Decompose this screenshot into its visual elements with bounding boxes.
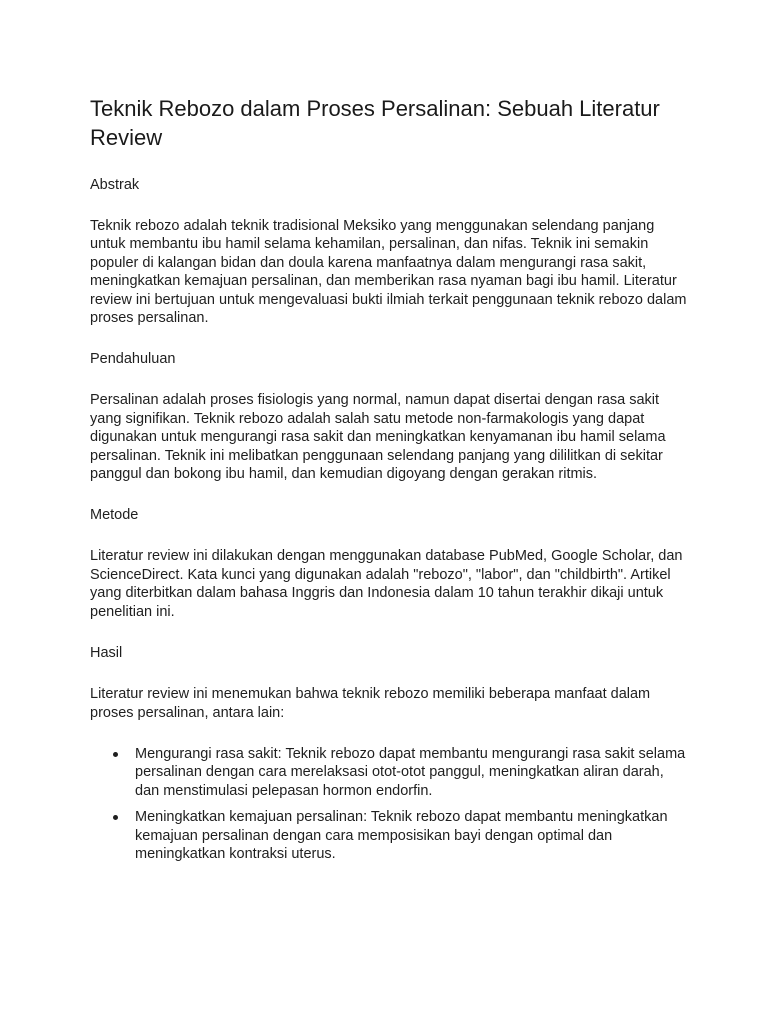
list-item: [90, 808, 690, 863]
section-text-abstrak: Teknik rebozo adalah teknik tradisional Meksiko yang menggunakan selendang panjang untuk membantu ibu hamil selama kehamilan, persalinan, dan nifas. Teknik ini semakin populer di kalangan bidan dan doula karena manfaatnya dalam mengurangi rasa sakit, meningkatkan kemajuan persalinan, dan memberikan rasa nyaman bagi ibu hamil. Literatur review ini bertujuan untuk mengevaluasi bukti ilmiah terkait penggunaan teknik rebozo dalam proses persalinan.: [90, 218, 687, 327]
section-heading-abstrak: Abstrak: [90, 177, 140, 193]
bullet-icon: [113, 752, 118, 757]
list-item: [90, 745, 690, 800]
document-page: [90, 94, 690, 871]
hasil-bullet-list: [90, 745, 690, 863]
list-item-text: Mengurangi rasa sakit: Teknik rebozo dapat membantu mengurangi rasa sakit selama persalinan dengan cara merelaksasi otot-otot panggul, meningkatkan aliran darah, dan menstimulasi pelepasan hormon endorfin.: [135, 745, 686, 799]
section-text-pendahuluan: Persalinan adalah proses fisiologis yang normal, namun dapat disertai dengan rasa sakit yang signifikan. Teknik rebozo adalah salah satu metode non-farmakologis yang dapat digunakan untuk mengurangi rasa sakit dan meningkatkan kenyamanan ibu hamil selama persalinan. Teknik ini melibatkan penggunaan selendang panjang yang dililitkan di sekitar panggul dan bokong ibu hamil, dan kemudian digoyang dengan gerakan ritmis.: [90, 392, 666, 483]
bullet-icon: [113, 815, 118, 820]
section-heading-pendahuluan: Pendahuluan: [90, 351, 176, 368]
section-heading-hasil: Hasil: [90, 645, 123, 662]
document-title: Teknik Rebozo dalam Proses Persalinan: Sebuah Literatur Review: [90, 96, 660, 150]
list-item-text: Meningkatkan kemajuan persalinan: Teknik rebozo dapat membantu meningkatkan kemajuan persalinan dengan cara memposisikan bayi dengan optimal dan meningkatkan kontraksi uterus.: [135, 809, 668, 862]
section-text-metode: Literatur review ini dilakukan dengan menggunakan database PubMed, Google Scholar, dan ScienceDirect. Kata kunci yang digunakan adalah "rebozo", "labor", dan "childbirth". Artikel yang diterbitkan dalam bahasa Inggris dan Indonesia dalam 10 tahun terakhir dikaji untuk penelitian ini.: [90, 548, 683, 620]
section-heading-metode: Metode: [90, 507, 139, 524]
section-text-hasil: Literatur review ini menemukan bahwa teknik rebozo memiliki beberapa manfaat dalam proses persalinan, antara lain:: [90, 686, 651, 721]
